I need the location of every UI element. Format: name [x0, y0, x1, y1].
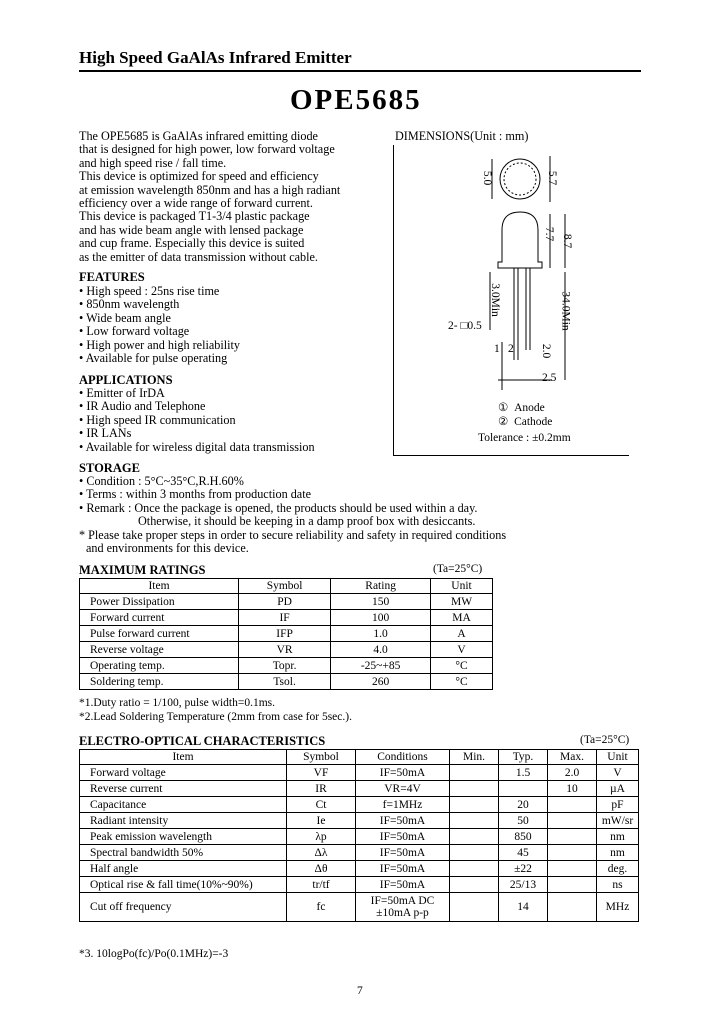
table-cell: 1.0 [331, 626, 431, 642]
table-cell: fc [287, 893, 356, 922]
list-item: • Emitter of IrDA [79, 386, 165, 400]
table-cell [450, 845, 499, 861]
table-header: Typ. [499, 750, 548, 765]
description-line: and has wide beam angle with lensed package [79, 222, 304, 237]
table-header: Conditions [356, 750, 450, 765]
table-cell: VR [239, 642, 331, 658]
table-header: Min. [450, 750, 499, 765]
storage-line: • Condition : 5°C~35°C,R.H.60% [79, 474, 244, 488]
storage-title: STORAGE [79, 461, 140, 475]
table-cell: Soldering temp. [80, 674, 239, 690]
table-cell: µA [597, 781, 639, 797]
description-line: that is designed for high power, low forward voltage [79, 142, 335, 157]
table-header: Item [80, 750, 287, 765]
storage-line: and environments for this device. [86, 541, 249, 556]
table-cell: 850 [499, 829, 548, 845]
description-line: and high speed rise / fall time. [79, 155, 227, 170]
description-line: This device is packaged T1-3/4 plastic package [79, 209, 310, 224]
table-cell: Half angle [80, 861, 287, 877]
table-row [80, 642, 493, 658]
tolerance-note: Tolerance : ±0.2mm [478, 432, 571, 444]
legend-anode [498, 400, 545, 414]
description-line: and cup frame. Especially this device is suited [79, 236, 305, 251]
table-cell [548, 797, 597, 813]
description-line: as the emitter of data transmission without cable. [79, 249, 318, 264]
table-cell: 1.5 [499, 765, 548, 781]
storage-line: * Please take proper steps in order to secure reliability and safety in required conditions [79, 527, 507, 542]
led-dimension-drawing [440, 150, 610, 400]
table-cell: nm [597, 845, 639, 861]
storage-line: • Remark : Once the package is opened, the products should be used within a day. [79, 500, 478, 515]
max-ratings-title: MAXIMUM RATINGS [79, 563, 206, 577]
storage-list [79, 475, 506, 555]
footnote-3: *3. 10logPo(fc)/Po(0.1MHz)=-3 [79, 948, 229, 960]
table-row [80, 813, 639, 829]
list-item: • High speed IR communication [79, 412, 236, 427]
table-header: Symbol [239, 579, 331, 594]
applications-title: APPLICATIONS [79, 373, 173, 387]
table-header: Max. [548, 750, 597, 765]
table-cell: MA [431, 610, 493, 626]
table-cell: Reverse voltage [80, 642, 239, 658]
list-item: • Wide beam angle [79, 310, 171, 325]
applications-list [79, 387, 315, 454]
table-row [80, 658, 493, 674]
table-cell: mW/sr [597, 813, 639, 829]
description-line: The OPE5685 is GaAlAs infrared emitting diode [79, 129, 318, 143]
list-item: • High speed : 25ns rise time [79, 284, 220, 298]
table-row [80, 594, 493, 610]
table-cell: tr/tf [287, 877, 356, 893]
table-cell: 25/13 [499, 877, 548, 893]
table-cell: 20 [499, 797, 548, 813]
table-cell: Spectral bandwidth 50% [80, 845, 287, 861]
table-cell: Radiant intensity [80, 813, 287, 829]
header-rule [79, 70, 641, 72]
table-cell [499, 781, 548, 797]
category-title: High Speed GaAlAs Infrared Emitter [79, 48, 352, 67]
table-header: Unit [597, 750, 639, 765]
table-cell: Tsol. [239, 674, 331, 690]
footnote-1: *1.Duty ratio = 1/100, pulse width=0.1ms. [79, 697, 276, 709]
dim-label-2-5: 2.5 [542, 372, 557, 384]
description-line: efficiency over a wide range of forward current. [79, 196, 313, 211]
table-row [80, 877, 639, 893]
table-cell: Operating temp. [80, 658, 239, 674]
page-number: 7 [357, 985, 363, 997]
legend-name: Cathode [514, 416, 553, 428]
dim-label-7-7: 7.7 [543, 226, 556, 242]
table-cell: Optical rise & fall time(10%~90%) [80, 877, 287, 893]
table-cell [450, 797, 499, 813]
eo-condition: (Ta=25°C) [580, 734, 630, 746]
table-cell: VR=4V [356, 781, 450, 797]
table-header: Rating [331, 579, 431, 594]
legend-name: Anode [514, 402, 545, 414]
dim-label-2-0: 2.0 [540, 343, 553, 359]
table-cell: IF=50mA [356, 765, 450, 781]
table-cell: 14 [499, 893, 548, 922]
max-ratings-table [79, 578, 493, 690]
dim-label-8-7: 8.7 [561, 233, 574, 249]
table-row [80, 610, 493, 626]
table-row [80, 797, 639, 813]
table-cell: IF=50mA [356, 845, 450, 861]
table-cell: Peak emission wavelength [80, 829, 287, 845]
dim-label-5-7: 5.7 [546, 170, 559, 186]
max-ratings-condition: (Ta=25°C) [433, 563, 483, 575]
lead-label-2: 2 [508, 343, 514, 355]
table-cell: Δλ [287, 845, 356, 861]
list-item: • 850nm wavelength [79, 297, 180, 312]
table-header-row [80, 750, 639, 765]
table-cell [450, 813, 499, 829]
description-line: This device is optimized for speed and efficiency [79, 169, 319, 184]
table-header: Item [80, 579, 239, 594]
dim-label-34-0-min: 34.0Min [559, 291, 572, 331]
table-row [80, 674, 493, 690]
dim-label-3-0-min: 3.0Min [488, 283, 501, 317]
table-cell: V [431, 642, 493, 658]
table-header: Symbol [287, 750, 356, 765]
footnote-2: *2.Lead Soldering Temperature (2mm from case for 5sec.). [79, 711, 352, 723]
table-cell: Ie [287, 813, 356, 829]
table-cell: °C [431, 674, 493, 690]
table-cell: PD [239, 594, 331, 610]
table-cell [548, 845, 597, 861]
table-row [80, 765, 639, 781]
table-cell: MHz [597, 893, 639, 922]
list-item: • IR Audio and Telephone [79, 399, 206, 414]
table-header-row [80, 579, 493, 594]
table-cell [548, 877, 597, 893]
table-cell: 50 [499, 813, 548, 829]
table-cell: Forward voltage [80, 765, 287, 781]
table-cell: IR [287, 781, 356, 797]
table-cell: IF=50mA [356, 861, 450, 877]
list-item: • Low forward voltage [79, 324, 190, 339]
table-cell: -25~+85 [331, 658, 431, 674]
lead-label-1: 1 [494, 343, 500, 355]
table-cell: Ct [287, 797, 356, 813]
table-row [80, 845, 639, 861]
table-row [80, 626, 493, 642]
table-cell [450, 893, 499, 922]
table-cell: ns [597, 877, 639, 893]
table-cell: 100 [331, 610, 431, 626]
table-cell: Capacitance [80, 797, 287, 813]
table-cell: IF=50mA [356, 877, 450, 893]
list-item: • Available for wireless digital data transmission [79, 439, 315, 454]
table-cell [450, 861, 499, 877]
table-cell [548, 813, 597, 829]
table-cell: MW [431, 594, 493, 610]
table-cell: 150 [331, 594, 431, 610]
table-row [80, 829, 639, 845]
eo-title: ELECTRO-OPTICAL CHARACTERISTICS [79, 734, 326, 748]
table-cell [548, 893, 597, 922]
description-line: at emission wavelength 850nm and has a high radiant [79, 182, 341, 197]
table-cell: nm [597, 829, 639, 845]
table-cell: A [431, 626, 493, 642]
dim-label-5-0: 5.0 [481, 170, 494, 186]
eo-table [79, 749, 639, 922]
table-header: Unit [431, 579, 493, 594]
table-row [80, 861, 639, 877]
storage-line: • Terms : within 3 months from production date [79, 487, 312, 502]
table-cell: IFP [239, 626, 331, 642]
table-cell: 45 [499, 845, 548, 861]
table-cell: Cut off frequency [80, 893, 287, 922]
table-cell [450, 781, 499, 797]
table-cell: 4.0 [331, 642, 431, 658]
table-cell [548, 861, 597, 877]
table-cell: IF=50mA DC ±10mA p-p [356, 893, 450, 922]
table-cell: f=1MHz [356, 797, 450, 813]
list-item: • IR LANs [79, 426, 132, 441]
table-row [80, 893, 639, 922]
list-item: • High power and high reliability [79, 337, 240, 352]
features-title: FEATURES [79, 270, 145, 284]
table-cell: 10 [548, 781, 597, 797]
table-cell [450, 829, 499, 845]
table-cell [450, 877, 499, 893]
description [79, 130, 340, 264]
table-cell: ±22 [499, 861, 548, 877]
table-cell: IF [239, 610, 331, 626]
table-cell: Δθ [287, 861, 356, 877]
table-row [80, 781, 639, 797]
legend-number: ① [498, 402, 509, 414]
table-cell: 2.0 [548, 765, 597, 781]
table-cell [548, 829, 597, 845]
table-cell: Reverse current [80, 781, 287, 797]
table-cell: pF [597, 797, 639, 813]
table-cell: IF=50mA [356, 829, 450, 845]
table-cell: IF=50mA [356, 813, 450, 829]
table-cell: 260 [331, 674, 431, 690]
list-item: • Available for pulse operating [79, 351, 228, 366]
table-cell: °C [431, 658, 493, 674]
storage-line: Otherwise, it should be keeping in a damp proof box with desiccants. [138, 514, 476, 529]
legend-number: ② [498, 416, 509, 428]
dim-label-pitch: 2- □0.5 [448, 320, 482, 332]
table-cell: Power Dissipation [80, 594, 239, 610]
table-cell: Pulse forward current [80, 626, 239, 642]
legend-cathode [498, 414, 552, 428]
part-number: OPE5685 [290, 84, 422, 116]
table-cell: Forward current [80, 610, 239, 626]
table-cell: V [597, 765, 639, 781]
table-cell: Topr. [239, 658, 331, 674]
table-cell: VF [287, 765, 356, 781]
features-list [79, 285, 240, 365]
table-cell: λp [287, 829, 356, 845]
table-cell [450, 765, 499, 781]
dimensions-title: DIMENSIONS(Unit : mm) [395, 129, 529, 143]
table-cell: deg. [597, 861, 639, 877]
